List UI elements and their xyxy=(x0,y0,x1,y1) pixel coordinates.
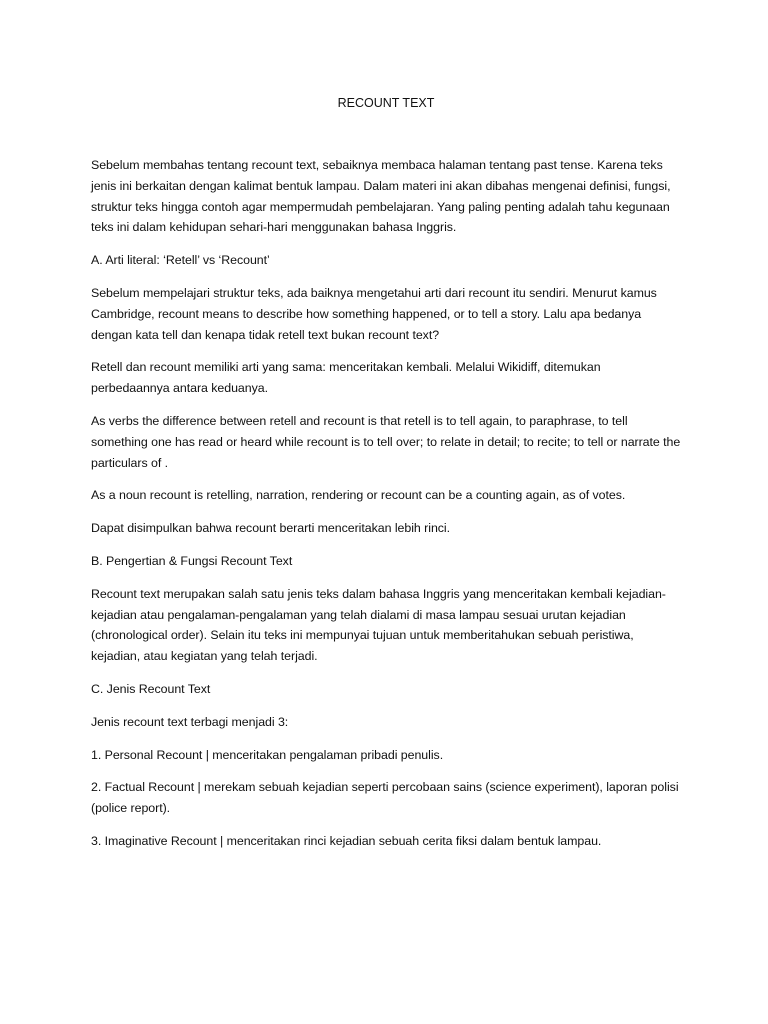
paragraph-noun: As a noun recount is retelling, narration, rendering or recount can be a counting again, as of votes. xyxy=(91,488,626,503)
document-page xyxy=(91,95,681,864)
document-title: RECOUNT TEXT xyxy=(337,96,435,110)
paragraph-jenis: Jenis recount text terbagi menjadi 3: xyxy=(91,714,289,729)
heading-b: B. Pengertian & Fungsi Recount Text xyxy=(91,553,293,568)
list-item-imaginative: 3. Imaginative Recount | menceritakan rinci kejadian sebuah cerita fiksi dalam bentuk lampau. xyxy=(91,833,602,848)
list-item-personal: 1. Personal Recount | menceritakan pengalaman pribadi penulis. xyxy=(91,747,444,762)
paragraph-arti: Sebelum mempelajari struktur teks, ada baiknya mengetahui arti dari recount itu sendiri. Menurut kamus Cambridge, recount means to describe how something happened, or to tell a story. Lalu apa bedanya dengan kata tell dan kenapa tidak retell text bukan recount text? xyxy=(91,285,657,342)
paragraph-pengertian: Recount text merupakan salah satu jenis teks dalam bahasa Inggris yang menceritakan kembali kejadian-kejadian atau pengalaman-pengalaman yang telah dialami di masa lampau sesuai urutan kejadian (chronological order). Selain itu teks ini mempunyai tujuan untuk memberitahukan sebuah peristiwa, kejadian, atau kegiatan yang telah terjadi. xyxy=(91,586,666,664)
heading-a: A. Arti literal: ‘Retell’ vs ‘Recount’ xyxy=(91,253,270,268)
paragraph-verbs: As verbs the difference between retell and recount is that retell is to tell again, to paraphrase, to tell something one has read or heard while recount is to tell over; to relate in detail; to recite; to tell or narrate the particulars of . xyxy=(91,413,681,470)
list-item-factual: 2. Factual Recount | merekam sebuah kejadian seperti percobaan sains (science experiment), laporan polisi (police report). xyxy=(91,780,679,816)
paragraph-kesimpulan: Dapat disimpulkan bahwa recount berarti menceritakan lebih rinci. xyxy=(91,521,451,536)
paragraph-intro: Sebelum membahas tentang recount text, sebaiknya membaca halaman tentang past tense. Karena teks jenis ini berkaitan dengan kalimat bentuk lampau. Dalam materi ini akan dibahas mengenai definisi, fungsi, struktur teks hingga contoh agar mempermudah pembelajaran. Yang paling penting adalah tahu kegunaan teks ini dalam kehidupan sehari-hari menggunakan bahasa Inggris. xyxy=(91,158,671,235)
paragraph-retell: Retell dan recount memiliki arti yang sama: menceritakan kembali. Melalui Wikidiff, ditemukan perbedaannya antara keduanya. xyxy=(91,360,601,396)
heading-c: C. Jenis Recount Text xyxy=(91,681,211,696)
